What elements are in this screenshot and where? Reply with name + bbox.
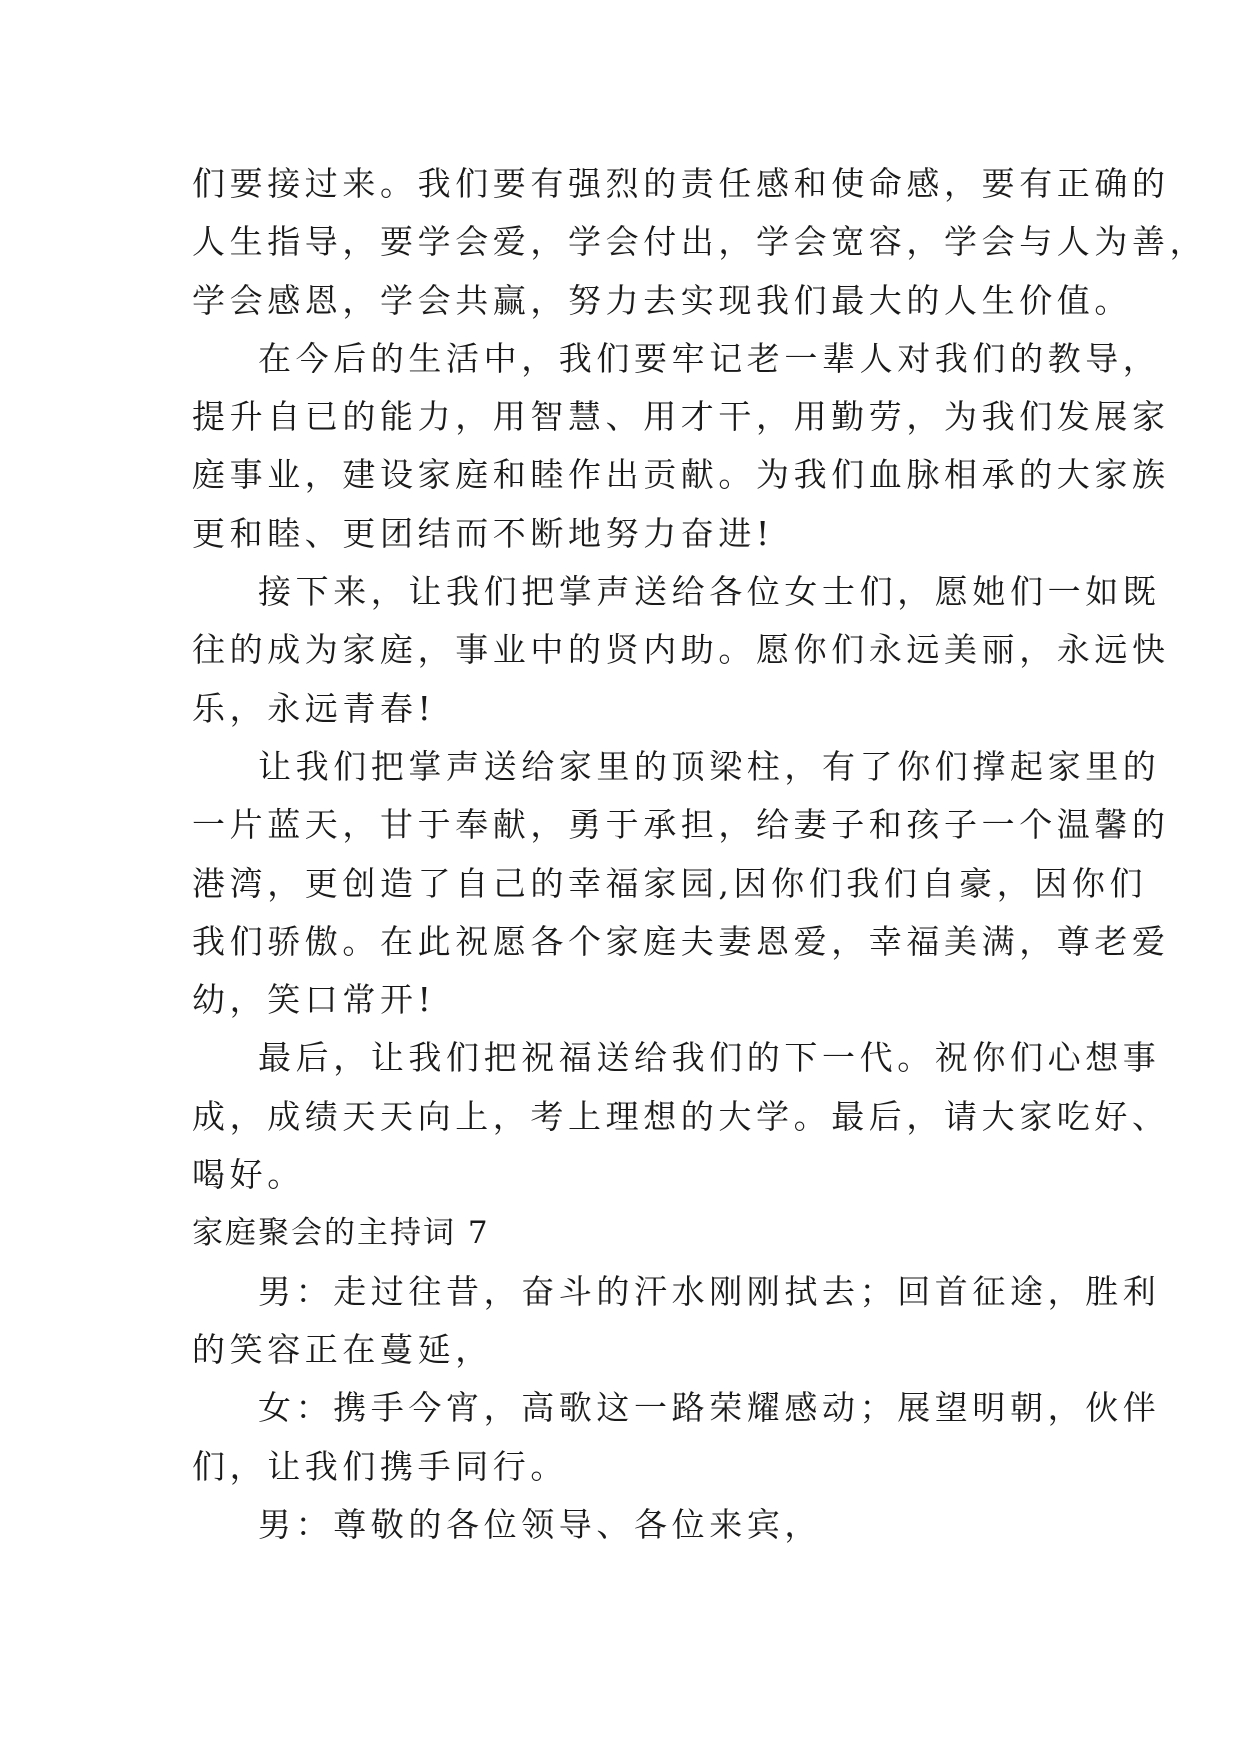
text-line: 一片蓝天，甘于奉献，勇于承担，给妻子和孩子一个温馨的: [192, 805, 1170, 845]
text-line: 们，让我们携手同行。: [192, 1446, 568, 1486]
text-line: 人生指导，要学会爱，学会付出，学会宽容，学会与人为善，: [192, 222, 1208, 262]
text-line: 接下来，让我们把掌声送给各位女士们，愿她们一如既: [258, 572, 1161, 612]
text-line: 的笑容正在蔓延，: [192, 1329, 493, 1369]
text-line: 庭事业，建设家庭和睦作出贡献。为我们血脉相承的大家族: [192, 455, 1170, 495]
document-body: [192, 155, 1208, 1554]
text-line: 男：尊敬的各位领导、各位来宾，: [258, 1504, 822, 1544]
text-line: 港湾，更创造了自己的幸福家园,因你们我们自豪，因你们: [192, 863, 1148, 903]
text-line: 幼，笑口常开!: [192, 980, 436, 1020]
text-line: 乐，永远青春!: [192, 688, 436, 728]
text-line: 往的成为家庭，事业中的贤内助。愿你们永远美丽，永远快: [192, 630, 1170, 670]
text-line: 在今后的生活中，我们要牢记老一辈人对我们的教导，: [258, 338, 1161, 378]
text-line: 我们骄傲。在此祝愿各个家庭夫妻恩爱，幸福美满，尊老爱: [192, 921, 1170, 961]
text-line: 让我们把掌声送给家里的顶梁柱，有了你们撑起家里的: [258, 746, 1161, 786]
text-line: 更和睦、更团结而不断地努力奋进!: [192, 513, 774, 553]
text-line: 最后，让我们把祝福送给我们的下一代。祝你们心想事: [258, 1038, 1161, 1078]
text-line: 喝好。: [192, 1155, 305, 1195]
text-line: 成，成绩天天向上，考上理想的大学。最后，请大家吃好、: [192, 1096, 1170, 1136]
text-line: 男：走过往昔，奋斗的汗水刚刚拭去；回首征途，胜利: [258, 1271, 1161, 1311]
text-line: 学会感恩，学会共赢，努力去实现我们最大的人生价值。: [192, 280, 1132, 320]
section-heading: 家庭聚会的主持词 7: [192, 1215, 490, 1252]
text-line: 们要接过来。我们要有强烈的责任感和使命感，要有正确的: [192, 164, 1170, 203]
text-line: 女：携手今宵，高歌这一路荣耀感动；展望明朝，伙伴: [258, 1388, 1161, 1428]
text-line: 提升自已的能力，用智慧、用才干，用勤劳，为我们发展家: [192, 397, 1170, 437]
